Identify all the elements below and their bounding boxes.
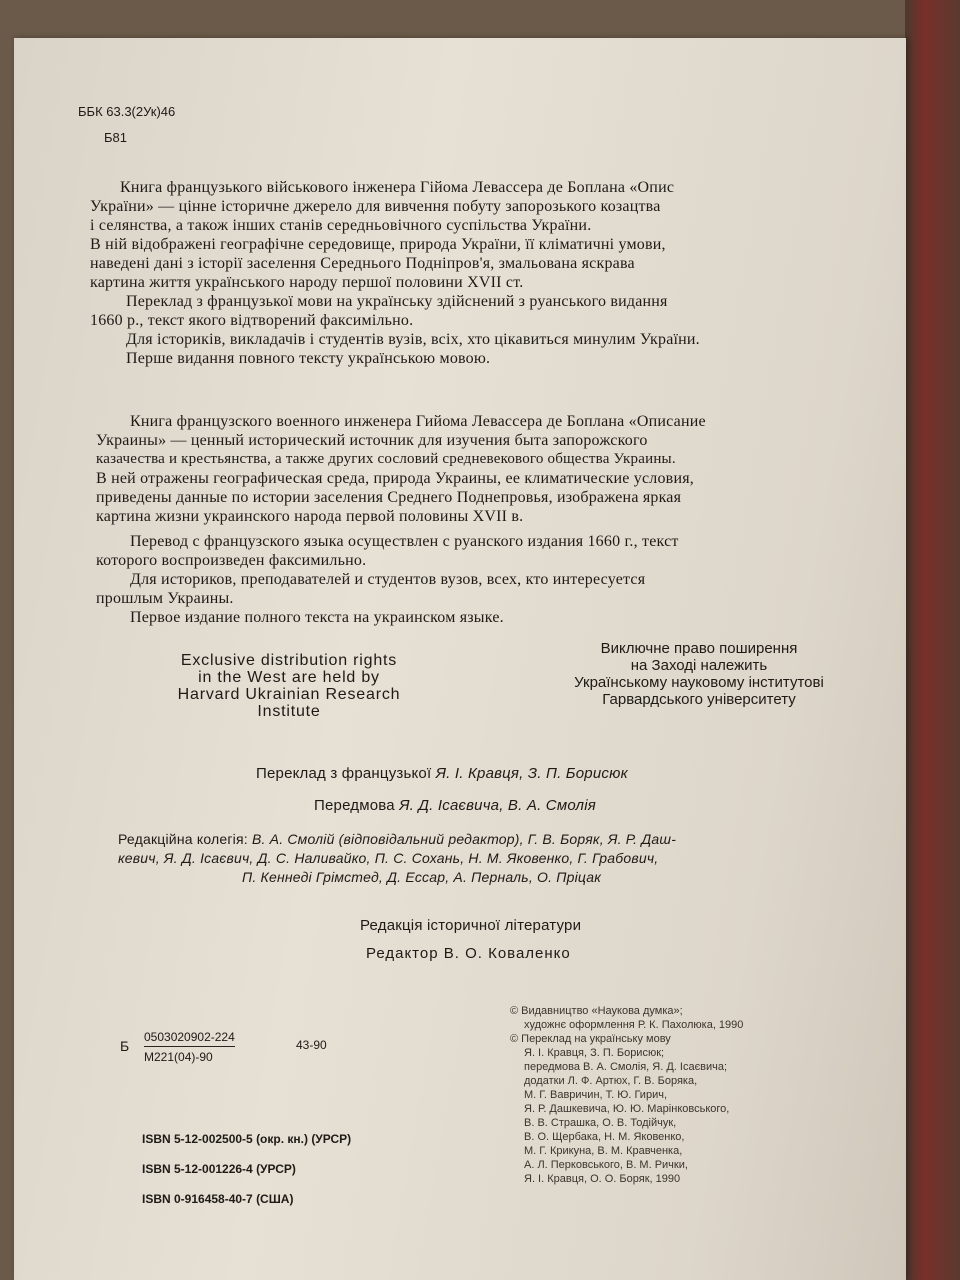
ru-line: картина жизни украинского народа первой половины XVII в. xyxy=(96,508,524,525)
board-label: Редакційна колегія: xyxy=(118,831,248,847)
rights-ua-line: Виключне право поширення xyxy=(600,640,798,657)
translation-names: Я. І. Кравця, З. П. Борисюк xyxy=(435,765,628,782)
book-page xyxy=(14,38,906,1280)
copyright-line: Я. І. Кравця, З. П. Борисюк; xyxy=(524,1047,665,1059)
ru-line: Украины» — ценный исторический источник для изучения быта запорожского xyxy=(96,432,648,449)
copyright-line: © Переклад на українську мову xyxy=(510,1033,671,1045)
adjacent-page-edge xyxy=(905,0,960,1280)
editor-credit: Редактор В. О. Коваленко xyxy=(366,945,571,962)
copyright-line: Я. І. Кравця, О. О. Боряк, 1990 xyxy=(524,1173,681,1185)
isbn-2: ISBN 5-12-001226-4 (УРСР) xyxy=(142,1162,296,1176)
foreword-label: Передмова xyxy=(314,797,395,814)
board-line xyxy=(118,830,676,849)
code-numerator: 0503020902-224 xyxy=(144,1030,235,1047)
ru-line: прошлым Украины. xyxy=(96,590,234,607)
rights-en-line: Institute xyxy=(257,703,321,720)
ru-line: Перевод с французского языка осуществлен с руанского издания 1660 г., текст xyxy=(130,533,679,550)
copyright-line: передмова В. А. Смолія, Я. Д. Ісаєвича; xyxy=(524,1061,728,1073)
ua-line: наведені дані з історії заселення Середнього Подніпров'я, змальована яскрава xyxy=(90,255,635,272)
ua-line: України» — цінне історичне джерело для вивчення побуту запорозького козацтва xyxy=(90,198,661,215)
translation-label: Переклад з французької xyxy=(256,765,432,782)
rights-ua-line: Українському науковому інститутові xyxy=(574,674,824,691)
copyright-line: М. Г. Крикуна, В. М. Кравченка, xyxy=(524,1145,683,1157)
ua-line: Книга французького військового інженера Гійома Левассера де Боплана «Опис xyxy=(120,179,675,196)
copyright-line: © Видавництво «Наукова думка»; xyxy=(510,1005,683,1017)
ru-line: казачества и крестьянства, а также других сословий средневекового общества Украины. xyxy=(96,451,676,467)
copyright-line: А. Л. Перковського, В. М. Рички, xyxy=(524,1159,688,1171)
department: Редакція історичної літератури xyxy=(360,917,582,934)
rights-en-line: Exclusive distribution rights xyxy=(180,652,398,669)
ua-annotation xyxy=(90,178,700,368)
copyright-line: В. О. Щербака, Н. М. Яковенко, xyxy=(524,1131,685,1143)
editorial-board xyxy=(118,830,676,887)
ru-line: В ней отражены географическая среда, природа Украины, ее климатические условия, xyxy=(96,470,694,487)
translation-credit xyxy=(256,764,628,783)
ua-line: картина життя українського народу першої половини XVII ст. xyxy=(90,274,524,291)
copyright-line: Я. Р. Дашкевича, Ю. Ю. Марінковського, xyxy=(524,1103,730,1115)
rights-en-line: in the West are held by xyxy=(198,669,380,686)
ua-line: Переклад з французької мови на українську здійснений з руанського видання xyxy=(126,293,668,310)
ru-line: Первое издание полного текста на украинском языке. xyxy=(130,609,504,626)
board-line3: П. Кеннеді Грімстед, Д. Ессар, А. Перналь, О. Пріцак xyxy=(242,869,602,885)
rights-ua-line: Гарвардського університету xyxy=(602,691,796,708)
code-denominator: М221(04)-90 xyxy=(144,1050,213,1064)
ua-line: і селянства, а також інших станів середньовічного суспільства України. xyxy=(90,217,592,234)
board-line1: В. А. Смолій (відповідальний редактор), Г. В. Боряк, Я. Р. Даш- xyxy=(251,831,677,847)
bbk-code: ББК 63.3(2Ук)46 xyxy=(78,104,176,119)
author-mark: Б81 xyxy=(104,130,127,145)
rights-en-line: Harvard Ukrainian Research xyxy=(177,686,401,703)
foreword-names: Я. Д. Ісаєвича, В. А. Смолія xyxy=(399,797,596,814)
ua-line: В ній відображені географічне середовище, природа України, її кліматичні умови, xyxy=(90,236,666,253)
copyright-line: В. В. Страшка, О. В. Тодійчук, xyxy=(524,1117,677,1129)
board-line xyxy=(118,849,676,868)
foreword-credit xyxy=(314,796,596,815)
board-line2: кевич, Я. Д. Ісаєвич, Д. С. Наливайко, П. С. Сохань, Н. М. Яковенко, Г. Грабович, xyxy=(118,850,659,866)
copyright-line: М. Г. Вавричин, Т. Ю. Гирич, xyxy=(524,1089,667,1101)
code-suffix: 43-90 xyxy=(296,1038,327,1052)
ru-annotation xyxy=(96,412,706,627)
copyright-line: художнє оформлення Р. К. Пахолюка, 1990 xyxy=(524,1019,744,1031)
ru-line: Для историков, преподавателей и студентов вузов, всех, кто интересуется xyxy=(130,571,646,588)
copyright-line: додатки Л. Ф. Артюх, Г. В. Боряка, xyxy=(524,1075,698,1087)
ua-line: 1660 р., текст якого відтворений факсимільно. xyxy=(90,312,414,329)
code-letter: Б xyxy=(120,1038,130,1054)
ua-line: Перше видання повного тексту українською мовою. xyxy=(126,350,491,367)
ru-line: приведены данные по истории заселения Среднего Поднепровья, изображена яркая xyxy=(96,489,682,506)
isbn-3: ISBN 0-916458-40-7 (США) xyxy=(142,1192,294,1206)
rights-ukrainian xyxy=(554,640,844,708)
ru-line: которого воспроизведен факсимильно. xyxy=(96,552,367,569)
copyright-block xyxy=(510,1004,743,1186)
rights-english xyxy=(154,652,424,720)
isbn-1: ISBN 5-12-002500-5 (окр. кн.) (УРСР) xyxy=(142,1132,352,1146)
ua-line: Для істориків, викладачів і студентів вузів, всіх, хто цікавиться минулим України. xyxy=(126,331,700,348)
board-line xyxy=(118,868,676,887)
rights-ua-line: на Заході належить xyxy=(630,657,768,674)
ru-line: Книга французского военного инженера Гийома Левассера де Боплана «Описание xyxy=(130,413,706,430)
